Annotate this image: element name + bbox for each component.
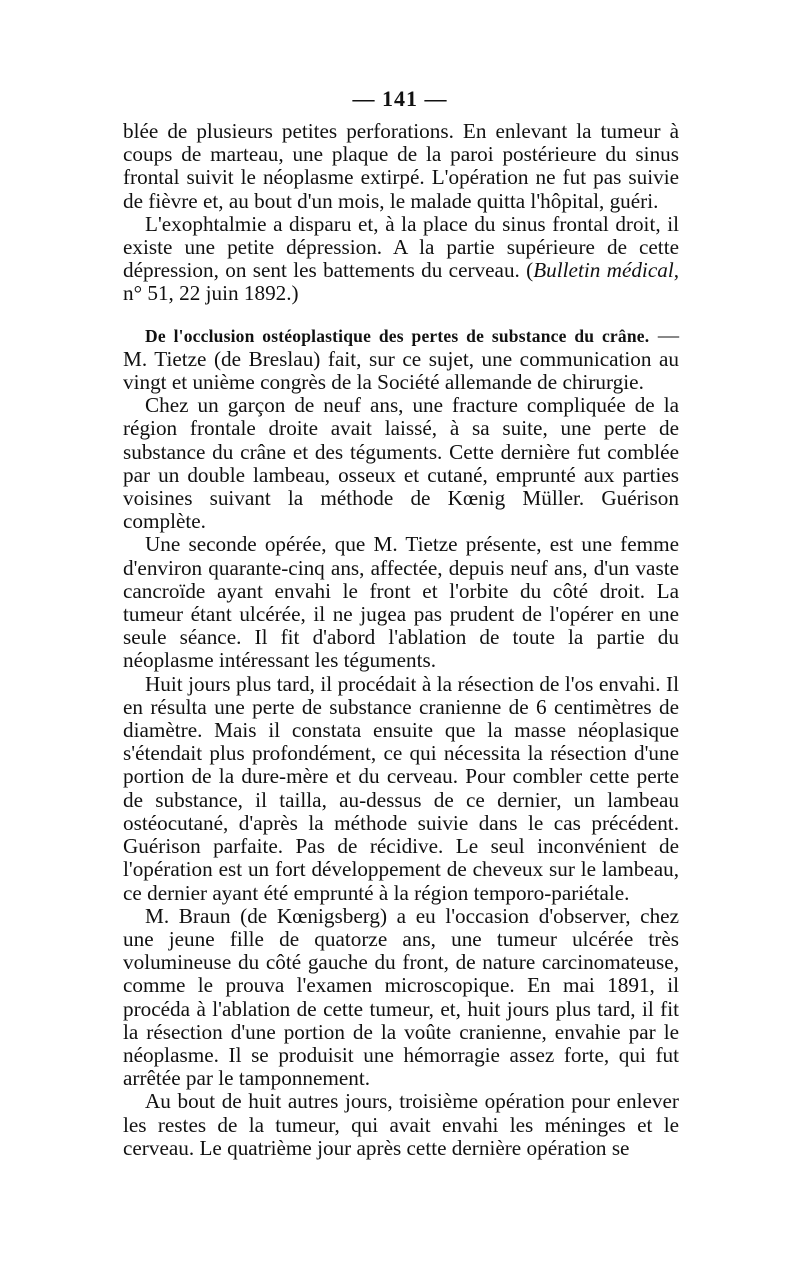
- body-text: [123, 120, 679, 1160]
- section-intro: — M. Tietze (de Breslau) fait, sur ce sujet, une communication au vingt et unième congrès de la Société allemande de chirurgie.: [123, 322, 680, 395]
- paragraph-1: blée de plusieurs petites perforations. En enlevant la tumeur à coups de marteau, une plaque de la paroi postérieure du sinus frontal suivit le néoplasme extirpé. L'opération ne fut pas suivie de fièvre et, au bout d'un mois, le malade quitta l'hôpital, guéri.: [123, 119, 679, 213]
- section-heading: De l'occlusion ostéoplastique des pertes de substance du crâne.: [145, 325, 650, 346]
- paragraph-4: Chez un garçon de neuf ans, une fracture compliquée de la région frontale droite avait laissé, à sa suite, une perte de substance du crâne et des téguments. Cette dernière fut comblée par un double lambeau, osseux et cutané, emprunté aux parties voisines suivant la méthode de Kœnig Müller. Guérison complète.: [123, 393, 679, 534]
- citation-title: Bulletin médical: [533, 258, 674, 283]
- page-number: — 141 —: [352, 86, 448, 111]
- paragraph-8: Au bout de huit autres jours, troisième opération pour enlever les restes de la tumeur, qui avait envahi les méninges et le cerveau. Le quatrième jour après cette dernière opération se: [123, 1089, 679, 1160]
- paragraph-7: M. Braun (de Kœnigsberg) a eu l'occasion d'observer, chez une jeune fille de quatorze ans, une tumeur ulcérée très volumineuse du côté gauche du front, de nature carcinomateuse, comme le prouva l'examen microscopique. En mai 1891, il procéda à l'ablation de cette tumeur, et, huit jours plus tard, il fit la résection d'une portion de la voûte cranienne, envahie par le néoplasme. Il se produisit une hémorragie assez forte, qui fut arrêtée par le tamponnement.: [123, 903, 679, 1091]
- paragraph-6: Huit jours plus tard, il procédait à la résection de l'os envahi. Il en résulta une perte de substance cranienne de 6 centimètres de diamètre. Mais il constata ensuite que la masse néoplasique s'étendait plus profondément, ce qui nécessita la résection d'une portion de la dure-mère et du cerveau. Pour combler cette perte de substance, il tailla, au-dessus de ce dernier, un lambeau ostéocutané, d'après la méthode suivie dans le cas précédent. Guérison parfaite. Pas de récidive. Le seul inconvénient de l'opération est un fort développement de cheveux sur le lambeau, ce dernier ayant été emprunté à la région temporo-pariétale.: [123, 671, 679, 905]
- paragraph-5: Une seconde opérée, que M. Tietze présente, est une femme d'environ quarante-cinq ans, affectée, depuis neuf ans, d'un vaste cancroïde ayant envahi le front et l'orbite du côté droit. La tumeur étant ulcérée, il ne jugea pas prudent de l'opérer en une seule séance. Il fit d'abord l'ablation de toute la partie du néoplasme intéressant les téguments.: [123, 532, 679, 673]
- citation-details: , n° 51, 22 juin 1892.): [123, 258, 680, 306]
- paragraph-2: [123, 213, 679, 306]
- section-paragraph: [123, 324, 679, 395]
- paragraph-2-text: L'exophtalmie a disparu et, à la place du sinus frontal droit, il existe une petite dépression. A la partie supérieure de cette dépression, on sent les battements du cerveau. (: [123, 211, 679, 283]
